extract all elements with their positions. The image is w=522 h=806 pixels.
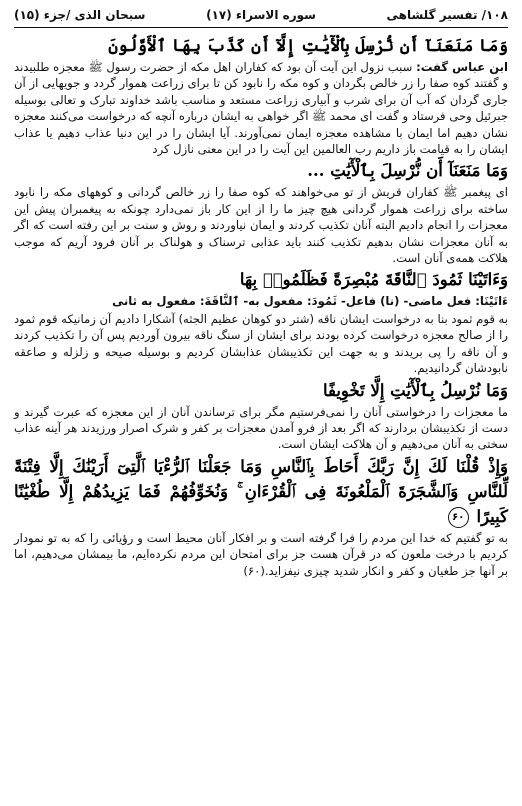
quran-verse <box>14 454 508 529</box>
header-juz: سبحان الذی /جزء (۱۵) <box>14 8 146 22</box>
commentary-paragraph: ای پیغمبر ﷺ کفاران قریش از تو می‌خواهند که کوه صفا را زر خالص گردانی و کوههای مکه را نابود ساخته برای زراعت هموار گردانی هیچ چیز ما را از این کار باز نمی‌دارد چونکه به پیغمبران پیش این معجزات را انجام دادیم البته آنان تکذیب کردند و ایمان نیاوردند و روش و سنت بر این رفته است که اگر به آنان معجزات نشان بدهیم تکذیب کنند باید عذابی ترسناک و هولناک بر آنان فرود آریم که موجب هلاکت همه‌ی آنان است. <box>14 185 508 266</box>
grammar-analysis: ءَاتَيْنَا: فعل ماضی- (نا) فاعل- ثَمُودَ: مفعول به- ٱلنَّاقَةَ: مفعول به ثانی <box>112 294 508 309</box>
narrator-lead: ابن عباس گفت: <box>416 60 508 74</box>
commentary-paragraph: ما معجزات را درخواستی آنان را نمی‌فرستیم مگر برای ترساندن آنان از این معجزه که عبرت گیرند و دست از تکذیبشان بردارند که اگر بعد از فرو آمدن معجزات بر کفر و شرک اصرار ورزیدند هر آینه عذاب سختی به آنان می‌دهیم و آن هلاکت ایشان است. <box>14 404 508 452</box>
quran-verse: وَءَاتَيْنَا ثَمُودَ ٱلنَّاقَةَ مُبْصِرَةً فَظَلَمُوا۟ بِهَا <box>239 270 508 290</box>
commentary-paragraph: به تو گفتیم که خدا این مردم را فرا گرفته است و بر افکار آنان محیط است و رؤیائی را که به تو نمودار کردیم با درخت ملعون که در قرآن هست جز برای امتحان این مردم نکرده‌ایم، ما بیمشان می‌دهیم، اما بر آنها جز طغیان و کفر و انکار شدید چیزی نیفزاید.(۶۰) <box>14 530 508 578</box>
header-book-title: ۱۰۸/ تفسیر گلشاهی <box>386 8 508 22</box>
quran-verse: وَمَا مَنَعَنَآ أَن نُّرْسِلَ بِٱلْأٓيَٰتِ إِلَّآ أَن كَذَّبَ بِهَا ٱلْأَوَّلُونَ <box>108 36 508 55</box>
header-divider <box>14 27 508 28</box>
quran-verse: وَمَا مَنَعَنَآ أَن نُّرْسِلَ بِٱلْأٓيَٰتِ ... <box>307 161 508 181</box>
header-surah: سوره الاسراء (۱۷) <box>206 8 316 22</box>
quran-verse: وَمَا نُرْسِلُ بِٱلْأٓيَٰتِ إِلَّا تَخْوِيفًا <box>322 380 508 400</box>
commentary-paragraph: به قوم ثمود بنا به درخواست ایشان ناقه (شتر دو کوهان عظیم الجثه) آشکارا دادیم آن زمانیکه قوم ثمود را از صالح معجزه درخواست کرده بودند برای ایشان از سنگ ناقه بیرون آوردیم پس آن را تکذیب کردند و آن ناقه را پی بریدند و به جهت این تکذیبشان عذابشان کردیم و بوسیله صیحه و زلزله و صاعقه نابودشان گردانیدیم. <box>14 311 508 376</box>
running-header <box>14 4 508 26</box>
commentary-paragraph <box>14 59 508 157</box>
paragraph-text: سبب نزول این آیت آن بود که کفاران اهل مکه از حضرت رسول ﷺ معجزه طلبیدند و گفتند کوه صفا را زر خالص بگردان و کوه مکه را نابود کن تا برای زراعت هموار گردد و جویهایی از آن جاری گردان که آب آن برای شرب و آبیاری زراعت مستعد و مناسب باشد خداوند تبارک و تعالی بوسیله جبرئیل وحی فرستاد و گفت ای محمد ﷺ اگر خواهی به ایشان درباره آنچه که درخواست می‌کنند معجزه نشان دهیم اما ایمان با مشاهده معجزه ایمان نمی‌آورند. آیا ایشان را در این دنیا عذاب دهیم یا عذاب ایشان را به قیامت باز داریم رب العالمین این آیت را در این معنی نازل کرد <box>14 60 508 157</box>
verse-text: وَإِذْ قُلْنَا لَكَ إِنَّ رَبَّكَ أَحَاطَ بِٱلنَّاسِ وَمَا جَعَلْنَا ٱلرُّءْيَا ٱلَّتِىٓ أَرَيْنَٰكَ إِلَّا فِتْنَةً لِّلنَّاسِ وَٱلشَّجَرَةَ ٱلْمَلْعُونَةَ فِى ٱلْقُرْءَانِ ۚ وَنُخَوِّفُهُمْ فَمَا يَزِيدُهُمْ إِلَّا طُغْيَٰنًا كَبِيرًا <box>14 456 508 526</box>
verse-number-marker: ۶۰ <box>448 507 469 528</box>
page-body <box>14 33 508 580</box>
